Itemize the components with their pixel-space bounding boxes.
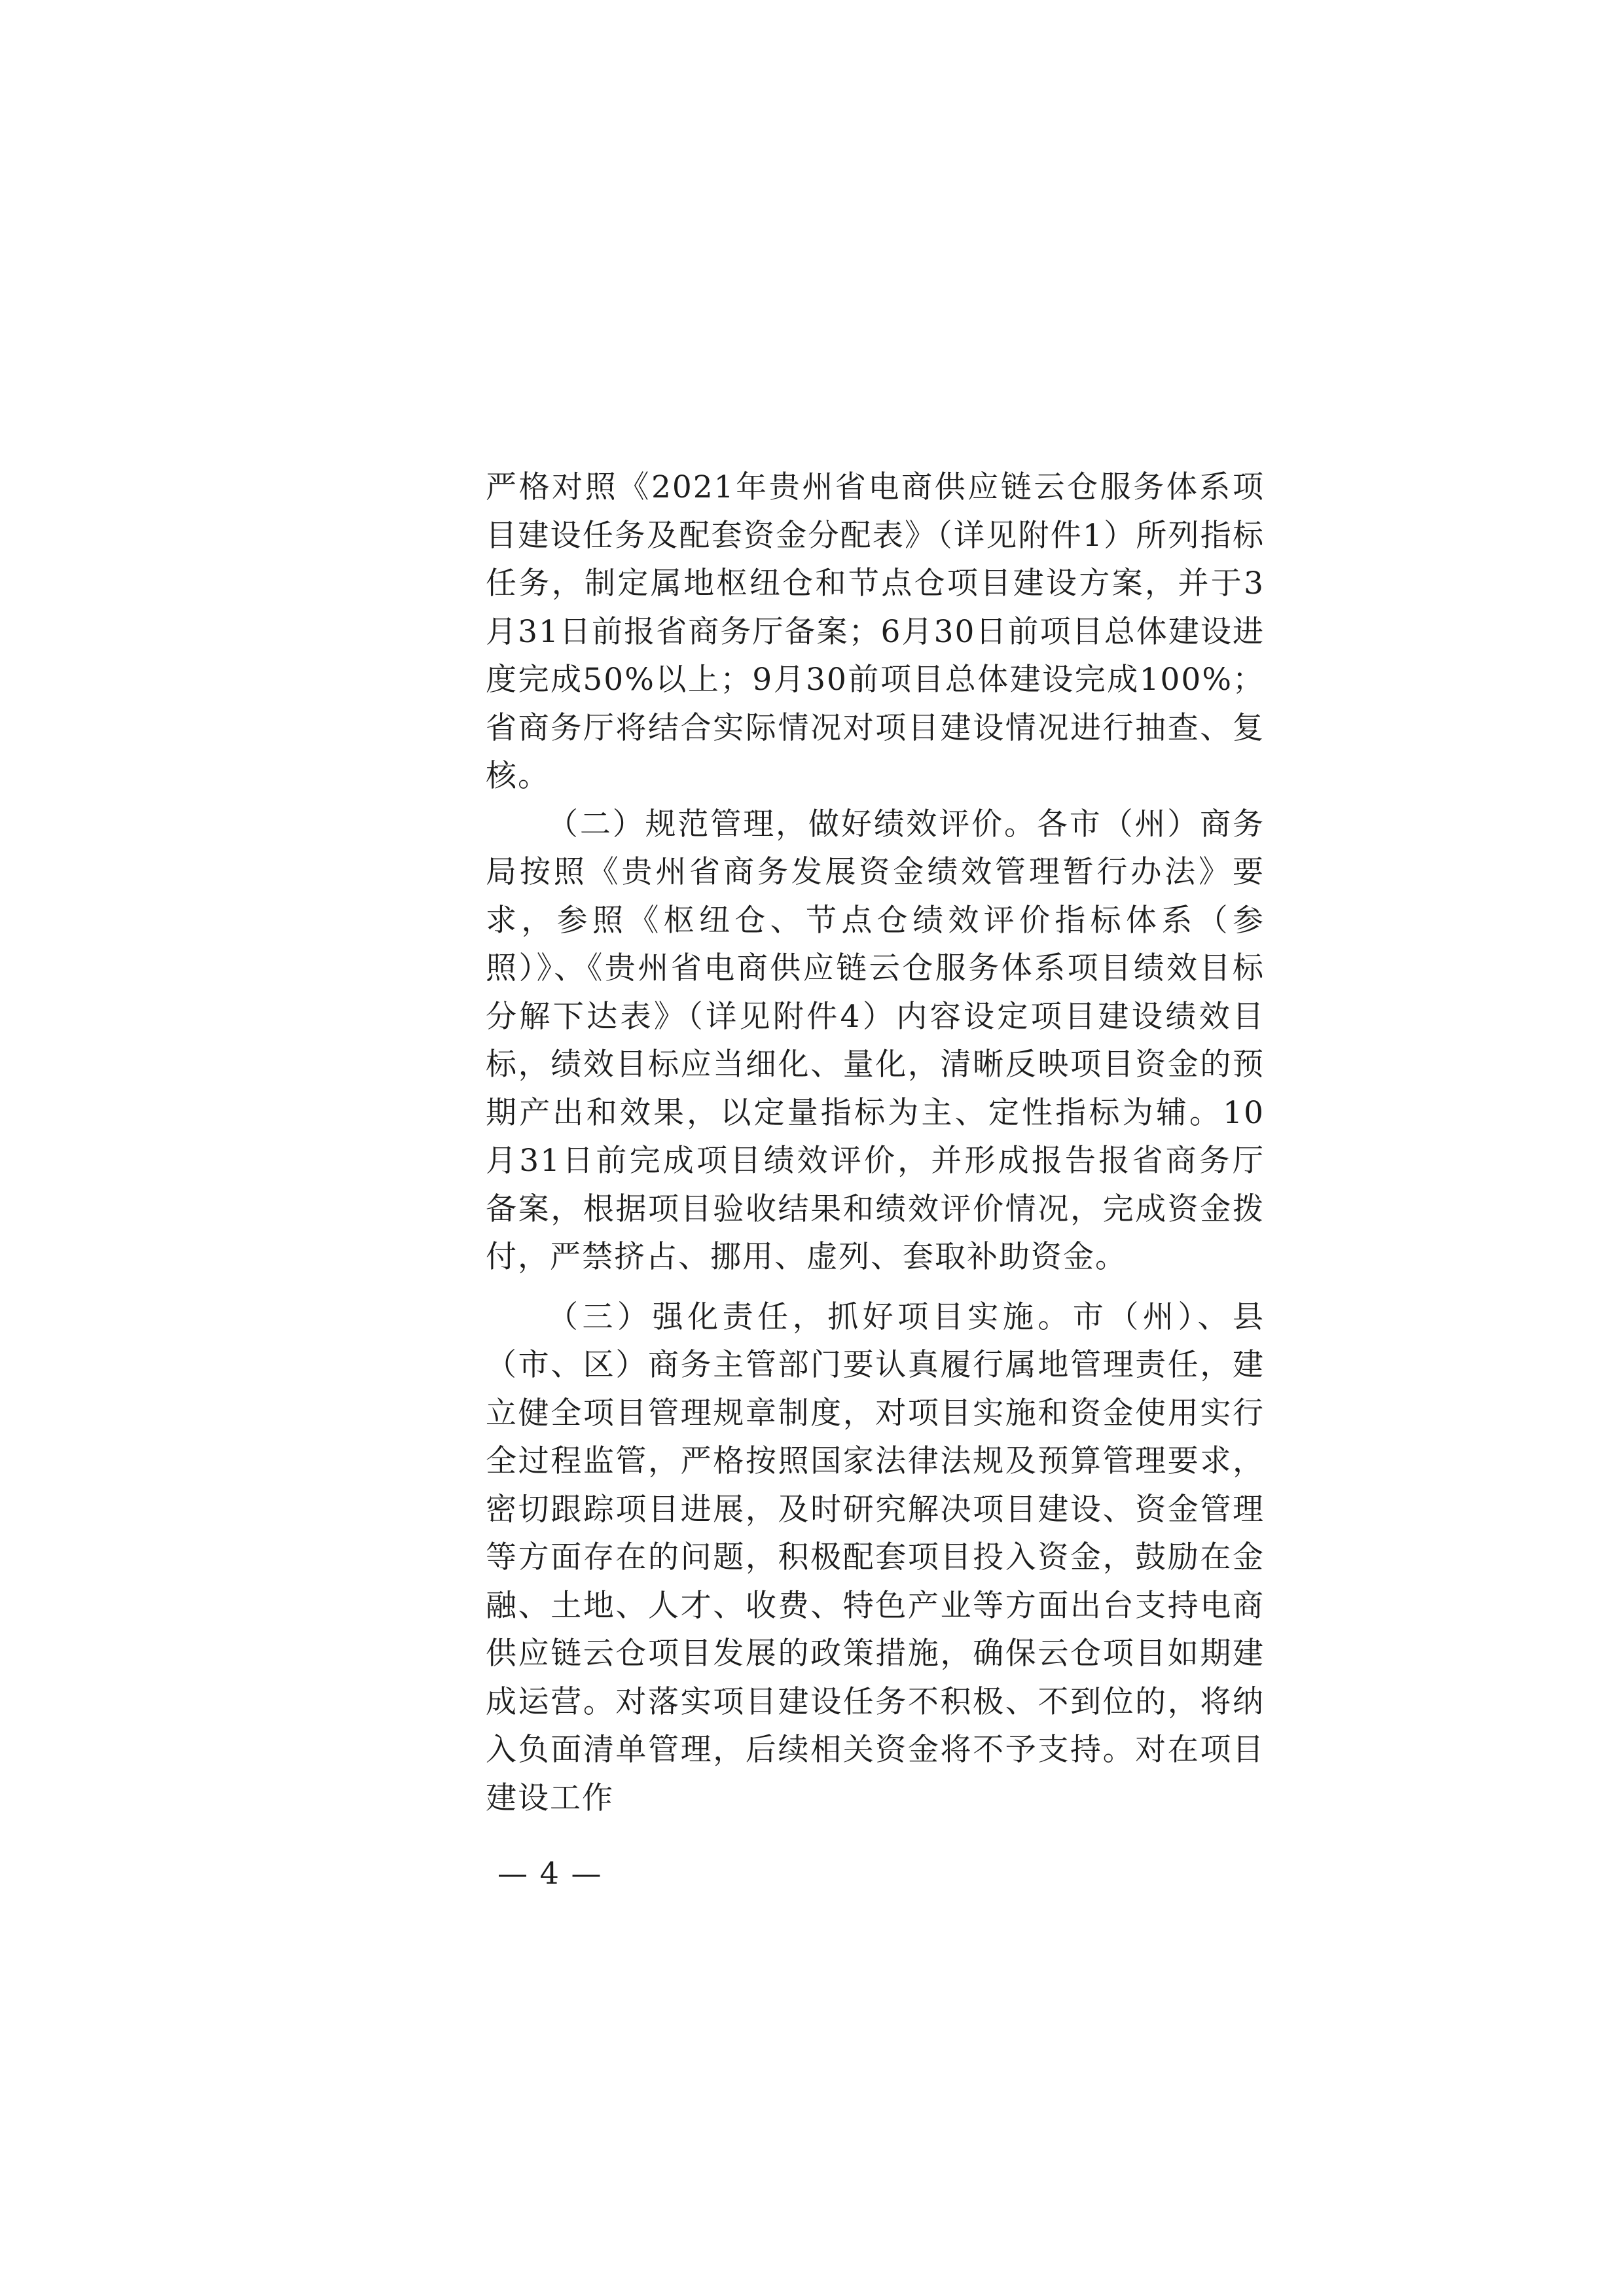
paragraph-continuation: 严格对照《2021年贵州省电商供应链云仓服务体系项目建设任务及配套资金分配表》（详见附件1）所列指标任务，制定属地枢纽仓和节点仓项目建设方案，并于3月31日前报省商务厅备案；6月30日前项目总体建设进度完成50%以上；9月30前项目总体建设完成100%；省商务厅将结合实际情况对项目建设情况进行抽查、复核。 [486, 469, 1265, 794]
paragraph-responsibility: （三）强化责任，抓好项目实施。市（州）、县（市、区）商务主管部门要认真履行属地管理责任，建立健全项目管理规章制度，对项目实施和资金使用实行全过程监管，严格按照国家法律法规及预算管理要求，密切跟踪项目进展，及时研究解决项目建设、资金管理等方面存在的问题，积极配套项目投入资金，鼓励在金融、土地、人才、收费、特色产业等方面出台支持电商供应链云仓项目发展的政策措施，确保云仓项目如期建成运营。对落实项目建设任务不积极、不到位的，将纳入负面清单管理，后续相关资金将不予支持。对在项目建设工作 [486, 1299, 1265, 1816]
page-number: — 4 — [497, 1856, 603, 1891]
document-body [486, 463, 1265, 1822]
paragraph-performance-evaluation: （二）规范管理，做好绩效评价。各市（州）商务局按照《贵州省商务发展资金绩效管理暂行办法》要求，参照《枢纽仓、节点仓绩效评价指标体系（参照）》、《贵州省电商供应链云仓服务体系项目绩效目标分解下达表》（详见附件4）内容设定项目建设绩效目标，绩效目标应当细化、量化，清晰反映项目资金的预期产出和效果，以定量指标为主、定性指标为辅。10月31日前完成项目绩效评价，并形成报告报省商务厅备案，根据项目验收结果和绩效评价情况，完成资金拨付，严禁挤占、挪用、虚列、套取补助资金。 [486, 806, 1265, 1275]
